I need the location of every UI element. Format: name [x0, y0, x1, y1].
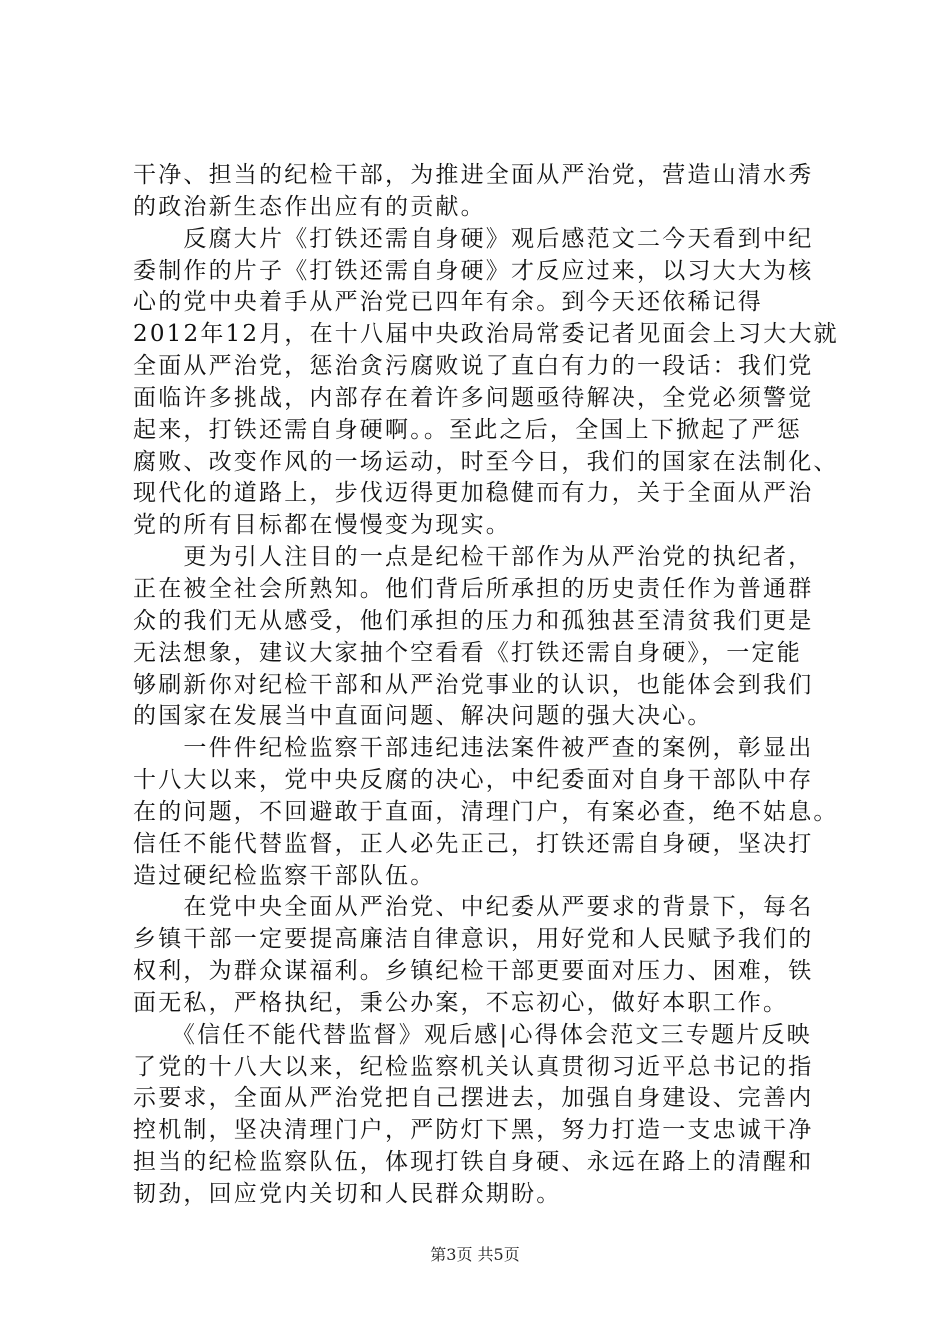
text-line: 信任不能代替监督，正人必先正己，打铁还需自身硬，坚决打 [133, 830, 814, 857]
text-line: 够刷新你对纪检干部和从严治党事业的认识，也能体会到我们 [133, 671, 814, 698]
text-line: 控机制，坚决清理门户，严防灯下黑，努力打造一支忠诚干净 [133, 1117, 814, 1144]
text-line: 担当的纪检监察队伍，体现打铁自身硬、永远在路上的清醒和 [133, 1149, 814, 1176]
text-line: 干净、担当的纪检干部，为推进全面从严治党，营造山清水秀 [133, 162, 814, 188]
text-line: 2012年12月，在十八届中央政治局常委记者见面会上习大大就 [133, 321, 839, 348]
text-line: 正在被全社会所熟知。他们背后所承担的历史责任作为普通群 [133, 575, 814, 602]
text-line: 面临许多挑战，内部存在着许多问题亟待解决，全党必须警觉 [133, 384, 814, 411]
text-line: 腐败、改变作风的一场运动，时至今日，我们的国家在法制化、 [133, 448, 839, 475]
text-line: 一件件纪检监察干部违纪违法案件被严查的案例，彰显出 [133, 735, 814, 762]
text-line: 《信任不能代替监督》观后感|心得体会范文三专题片反映 [133, 1021, 812, 1048]
text-line: 现代化的道路上，步伐迈得更加稳健而有力，关于全面从严治 [133, 480, 814, 507]
page-number: 第3页 共5页 [430, 1245, 520, 1264]
body-text [133, 160, 839, 1211]
text-line: 了党的十八大以来，纪检监察机关认真贯彻习近平总书记的指 [133, 1053, 814, 1080]
text-line: 反腐大片《打铁还需自身硬》观后感范文二今天看到中纪 [133, 225, 814, 252]
text-line: 面无私，严格执纪，秉公办案，不忘初心，做好本职工作。 [133, 989, 789, 1016]
text-line: 十八大以来，党中央反腐的决心，中纪委面对自身干部队中存 [133, 767, 814, 794]
text-line: 众的我们无从感受，他们承担的压力和孤独甚至清贫我们更是 [133, 607, 814, 634]
page-footer [0, 1242, 950, 1265]
text-line: 起来，打铁还需自身硬啊。。至此之后，全国上下掀起了严惩 [133, 416, 802, 443]
text-line: 乡镇干部一定要提高廉洁自律意识，用好党和人民赋予我们的 [133, 926, 814, 953]
text-line: 全面从严治党，惩治贪污腐败说了直白有力的一段话：我们党 [133, 353, 814, 380]
text-line: 在的问题，不回避敢于直面，清理门户，有案必查，绝不姑息。 [133, 798, 839, 825]
text-line: 在党中央全面从严治党、中纪委从严要求的背景下，每名 [133, 894, 814, 921]
text-line: 更为引人注目的一点是纪检干部作为从严治党的执纪者， [133, 544, 814, 571]
text-line: 的国家在发展当中直面问题、解决问题的强大决心。 [133, 703, 713, 730]
text-line: 的政治新生态作出应有的贡献。 [133, 193, 486, 220]
text-line: 示要求，全面从严治党把自己摆进去，加强自身建设、完善内 [133, 1085, 814, 1112]
text-line: 权利，为群众谋福利。乡镇纪检干部更要面对压力、困难，铁 [133, 958, 814, 985]
text-line: 无法想象，建议大家抽个空看看《打铁还需自身硬》，一定能 [133, 639, 802, 666]
text-line: 心的党中央着手从严治党已四年有余。到今天还依稀记得 [133, 289, 763, 316]
text-line: 造过硬纪检监察干部队伍。 [133, 862, 436, 889]
text-line: 韧劲，回应党内关切和人民群众期盼。 [133, 1181, 562, 1207]
text-line: 党的所有目标都在慢慢变为现实。 [133, 512, 511, 539]
text-line: 委制作的片子《打铁还需自身硬》才反应过来，以习大大为核 [133, 257, 814, 284]
